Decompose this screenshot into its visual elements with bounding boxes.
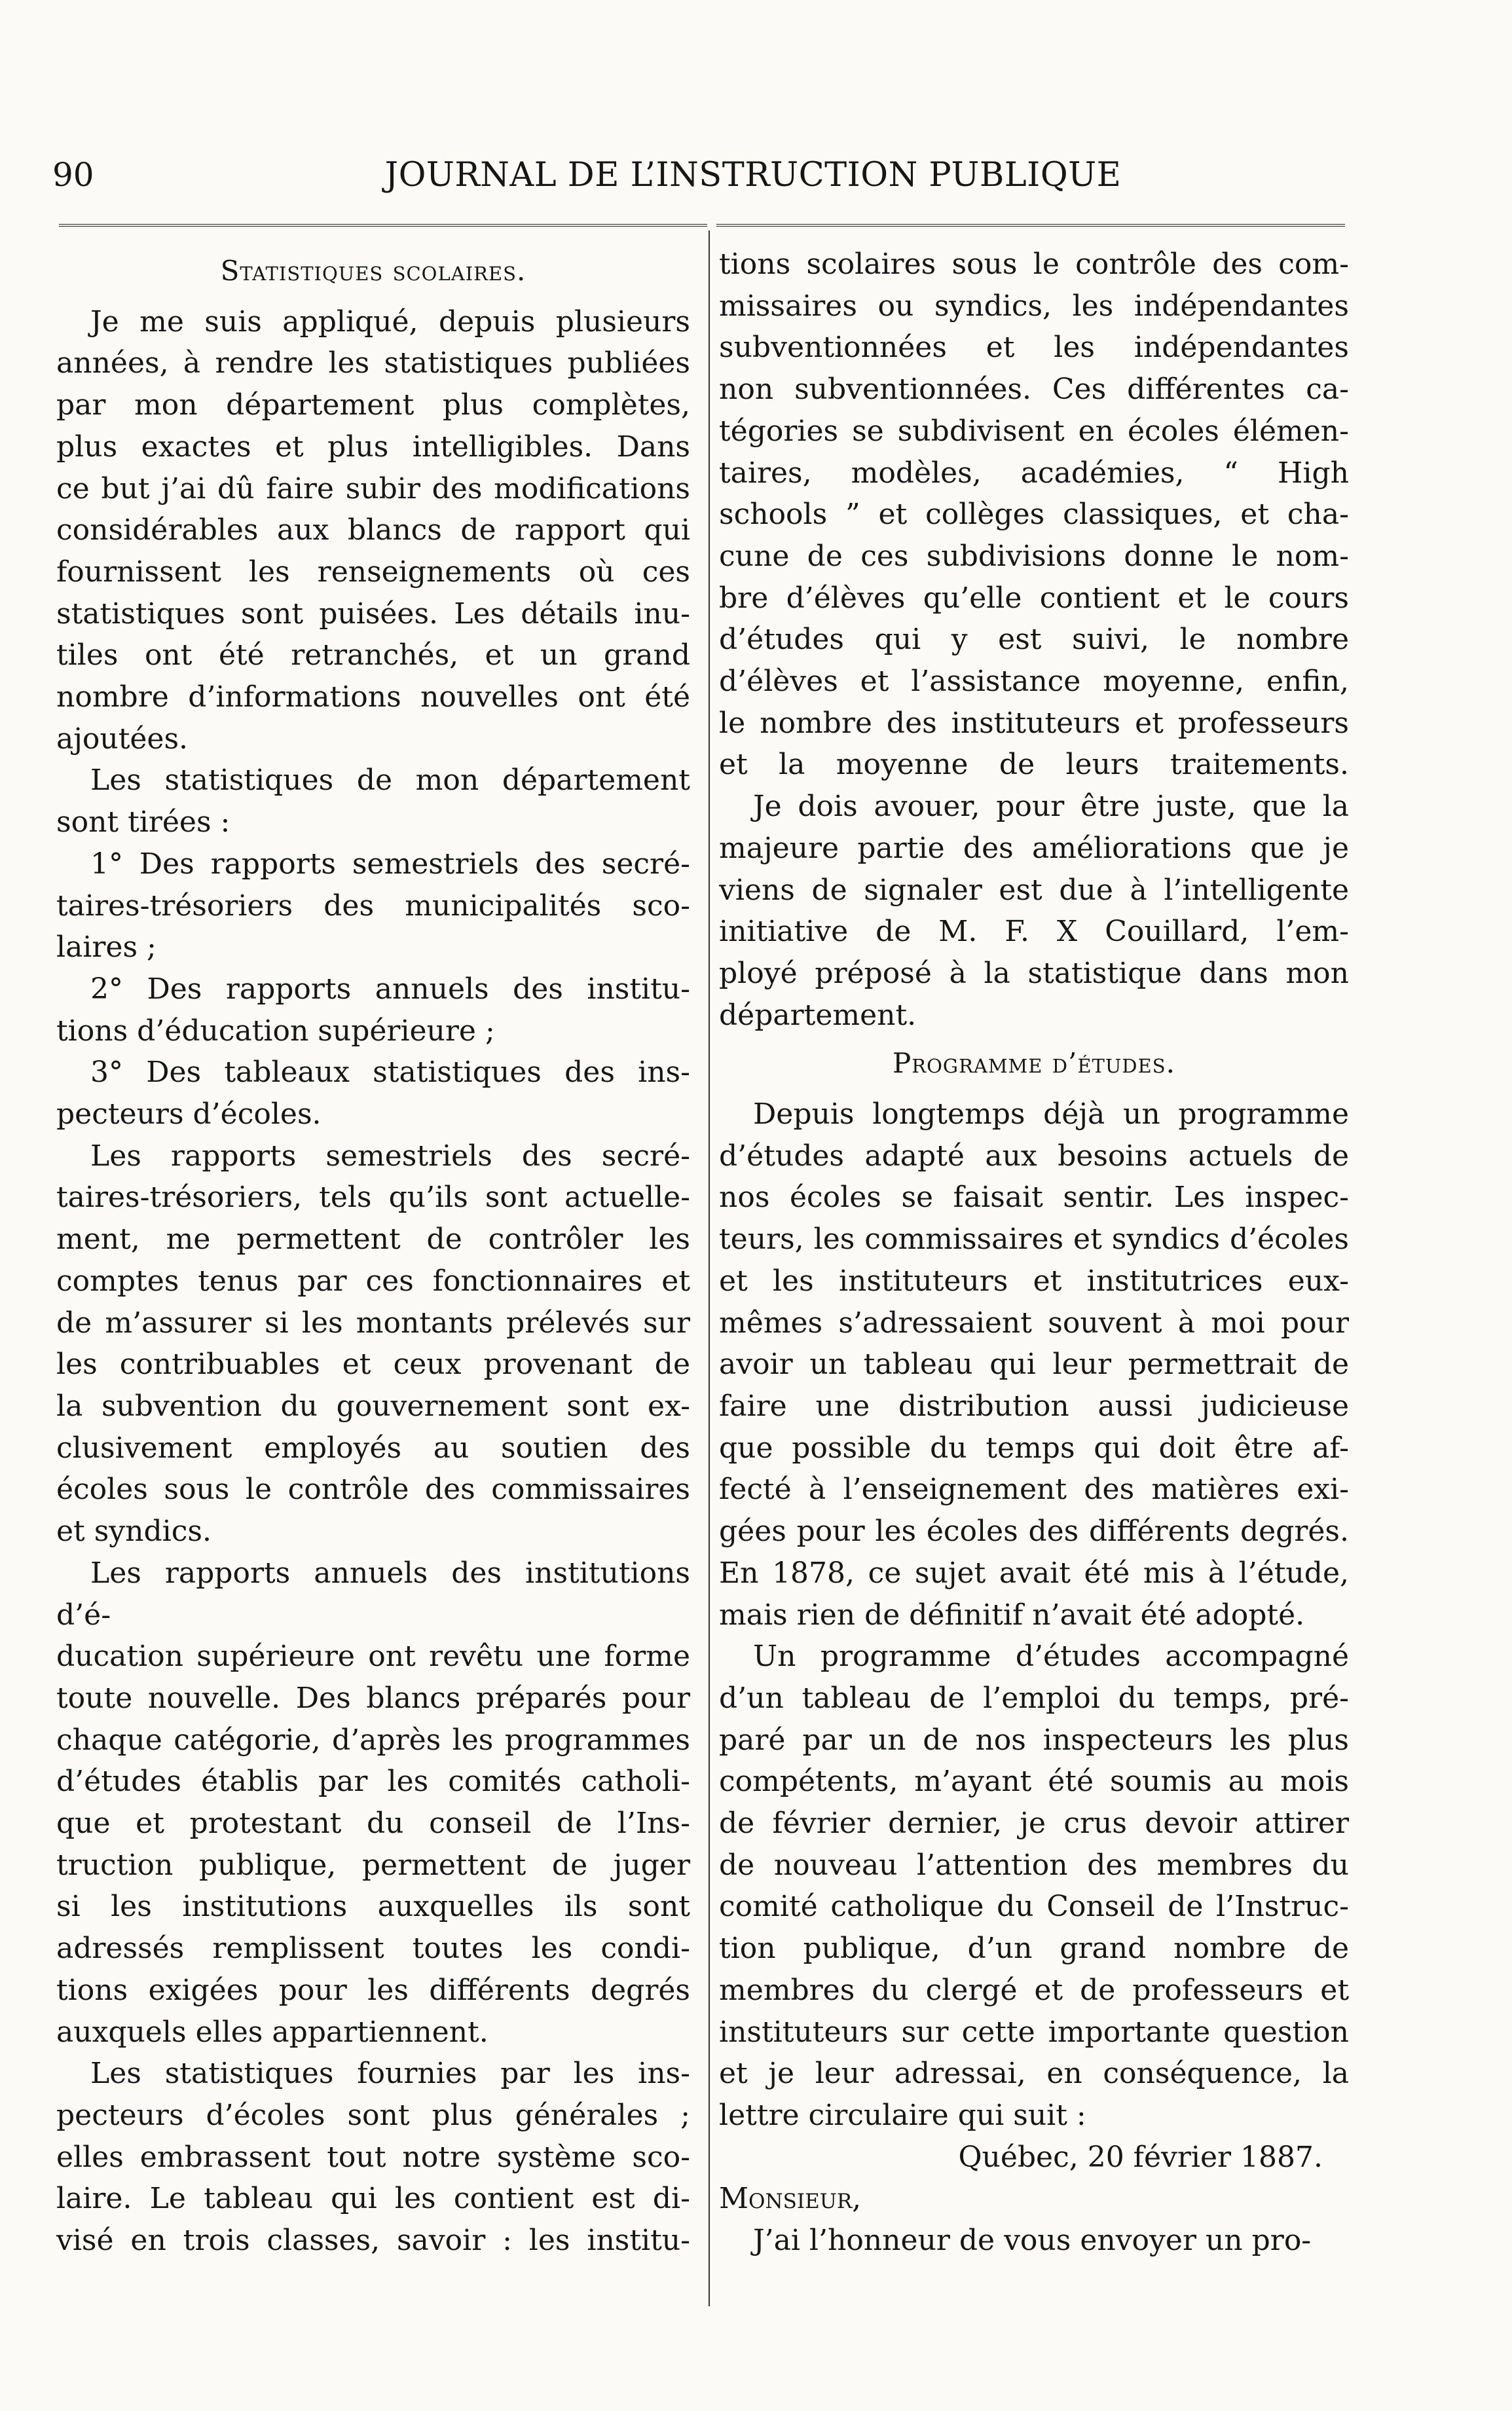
text-line: plus exactes et plus intelligibles. Dans [56,430,690,464]
text-line: tions scolaires sous le contrôle des com- [719,248,1349,281]
text-line: adressés remplissent toutes les condi- [56,1932,690,1966]
text-line: non subventionnées. Ces différentes ca- [719,373,1349,407]
paragraph [56,760,690,843]
paragraph [56,843,690,968]
text-line: département. [719,998,917,1032]
page-number: 90 [52,156,94,194]
section-heading-programme: Programme d’études. [893,1047,1175,1080]
text-line: Je me suis appliqué, depuis plusieurs [90,304,690,339]
text-line: et je leur adressai, en conséquence, la [719,2057,1349,2091]
text-line: teurs, les commissaires et syndics d’écoles [719,1223,1349,1257]
paragraph [56,2053,690,2262]
text-line: compétents, m’ayant été soumis au mois [719,1765,1349,1799]
text-line: subventionnées et les indépendantes [719,331,1349,365]
text-line: considérables aux blancs de rapport qui [56,513,690,547]
paragraph [56,1553,690,2053]
text-line: ce but j’ai dû faire subir des modifications [56,471,690,506]
paragraph [719,786,1349,1036]
text-line: initiative de M. F. X Couillard, l’em- [719,915,1349,949]
text-line: cune de ces subdivisions donne le nom- [719,539,1349,573]
text-line: années, à rendre les statistiques publiées [56,346,690,380]
text-line: Les rapports annuels des institutions d’é- [56,1556,690,1632]
text-line: comité catholique du Conseil de l’Instruc- [719,1890,1349,1924]
text-line: chaque catégorie, d’après les programmes [56,1723,690,1757]
text-line: Les rapports semestriels des secré- [90,1139,690,1173]
paragraph [56,301,690,760]
text-line: ducation supérieure ont revêtu une forme [56,1640,690,1674]
paragraph [719,1094,1349,1636]
text-line: tions exigées pour les différents degrés [56,1973,690,2007]
text-line: que et protestant du conseil de l’Ins- [56,1807,690,1841]
text-line: sont tirées : [56,805,230,839]
text-line: Un programme d’études accompagné [753,1640,1349,1674]
text-line: elles embrassent tout notre système sco- [56,2140,690,2174]
text-line: visé en trois classes, savoir : les institu- [56,2224,690,2258]
text-line: faire une distribution aussi judicieuse [719,1389,1349,1423]
text-line: Les statistiques fournies par les ins- [90,2057,690,2091]
text-line: fournissent les renseignements où ces [56,555,690,589]
section-heading-statistiques: Statistiques scolaires. [220,255,526,287]
page-header [52,156,1362,208]
text-line: J’ai l’honneur de vous envoyer un pro- [753,2224,1312,2258]
text-line: fecté à l’enseignement des matières exi- [719,1473,1349,1507]
text-line: avoir un tableau qui leur permettrait de [719,1348,1349,1382]
text-line: que possible du temps qui doit être af- [719,1431,1349,1465]
text-line: de février dernier, je crus devoir attirer [719,1807,1349,1841]
paragraph [56,968,690,1052]
paragraph [719,1636,1349,2136]
text-line: d’études adapté aux besoins actuels de [719,1139,1349,1173]
text-line: pecteurs d’écoles sont plus générales ; [56,2098,690,2132]
text-line: truction publique, permettent de juger [56,1848,690,1882]
text-line: d’études établis par les comités catholi- [56,1765,690,1799]
right-column [719,244,1349,2262]
text-line: mêmes s’adressaient souvent à moi pour [719,1306,1349,1340]
text-line: la subvention du gouvernement sont ex- [56,1389,690,1423]
text-line: et la moyenne de leurs traitements. [719,748,1349,782]
header-rule-left [59,224,707,230]
text-line: le nombre des instituteurs et professeurs [719,706,1349,740]
letter-dateline: Québec, 20 février 1887. [958,2140,1323,2174]
text-line: missaires ou syndics, les indépendantes [719,289,1349,323]
paragraph [719,244,1349,786]
text-line: ment, me permettent de contrôler les [56,1223,690,1257]
text-line: nos écoles se faisait sentir. Les inspec- [719,1181,1349,1215]
text-line: tiles ont été retranchés, et un grand [56,638,690,672]
text-line: 3° Des tableaux statistiques des ins- [90,1056,690,1090]
text-line: auxquels elles appartiennent. [56,2015,489,2049]
text-line: majeure partie des améliorations que je [719,831,1349,865]
text-line: et les instituteurs et institutrices eux- [719,1264,1349,1298]
text-line: tions d’éducation supérieure ; [56,1014,495,1048]
text-line: En 1878, ce sujet avait été mis à l’étude, [719,1556,1349,1590]
paragraph [56,1052,690,1135]
text-line: d’un tableau de l’emploi du temps, pré- [719,1681,1349,1715]
text-line: paré par un de nos inspecteurs les plus [719,1723,1349,1757]
text-line: si les institutions auxquelles ils sont [56,1890,690,1924]
text-line: Je dois avouer, pour être juste, que la [753,790,1349,824]
text-line: taires-trésoriers, tels qu’ils sont actuelle- [56,1181,690,1215]
text-line: comptes tenus par ces fonctionnaires et [56,1264,690,1298]
text-line: Depuis longtemps déjà un programme [753,1097,1349,1132]
text-line: bre d’élèves qu’elle contient et le cours [719,581,1349,615]
text-line: laires ; [56,930,157,965]
text-line: ajoutées. [56,722,189,756]
text-line: tion publique, d’un grand nombre de [719,1932,1349,1966]
text-line: gées pour les écoles des différents degrés. [719,1515,1349,1549]
text-line: taires, modèles, académies, “ High [719,456,1349,490]
text-line: de m’assurer si les montants prélevés sur [56,1306,690,1340]
text-line: toute nouvelle. Des blancs préparés pour [56,1681,690,1715]
text-line: lettre circulaire qui suit : [719,2098,1086,2132]
text-line: 1° Des rapports semestriels des secré- [90,847,690,881]
text-line: et syndics. [56,1515,212,1549]
paragraph [56,1135,690,1553]
text-line: écoles sous le contrôle des commissaires [56,1473,690,1507]
text-line: 2° Des rapports annuels des institu- [90,972,690,1006]
text-line: laire. Le tableau qui les contient est di- [56,2182,690,2216]
text-line: membres du clergé et de professeurs et [719,1973,1349,2007]
running-title: JOURNAL DE L’INSTRUCTION PUBLIQUE [384,156,1122,194]
left-column [56,244,690,2262]
text-line: par mon département plus complètes, [56,388,690,422]
text-line: d’études qui y est suivi, le nombre [719,623,1349,657]
text-line: les contribuables et ceux provenant de [56,1348,690,1382]
text-line: viens de signaler est due à l’intelligente [719,873,1349,907]
letter-salutation: Monsieur, [719,2182,862,2216]
text-line: Les statistiques de mon département [90,764,690,798]
text-line: pecteurs d’écoles. [56,1097,322,1132]
text-line: mais rien de définitif n’avait été adopté. [719,1598,1305,1632]
text-line: statistiques sont puisées. Les détails inu- [56,597,690,631]
text-line: d’élèves et l’assistance moyenne, enfin, [719,665,1349,699]
column-divider [709,230,710,2306]
text-line: nombre d’informations nouvelles ont été [56,680,690,714]
text-line: instituteurs sur cette importante question [719,2015,1349,2049]
text-line: tégories se subdivisent en écoles élémen- [719,414,1349,448]
paragraph [719,2220,1349,2262]
text-line: schools ” et collèges classiques, et cha- [719,498,1349,532]
text-line: ployé préposé à la statistique dans mon [719,956,1349,990]
header-rule-right [716,224,1345,230]
text-line: clusivement employés au soutien des [56,1431,690,1465]
text-line: taires-trésoriers des municipalités sco- [56,889,690,923]
text-line: de nouveau l’attention des membres du [719,1848,1349,1882]
